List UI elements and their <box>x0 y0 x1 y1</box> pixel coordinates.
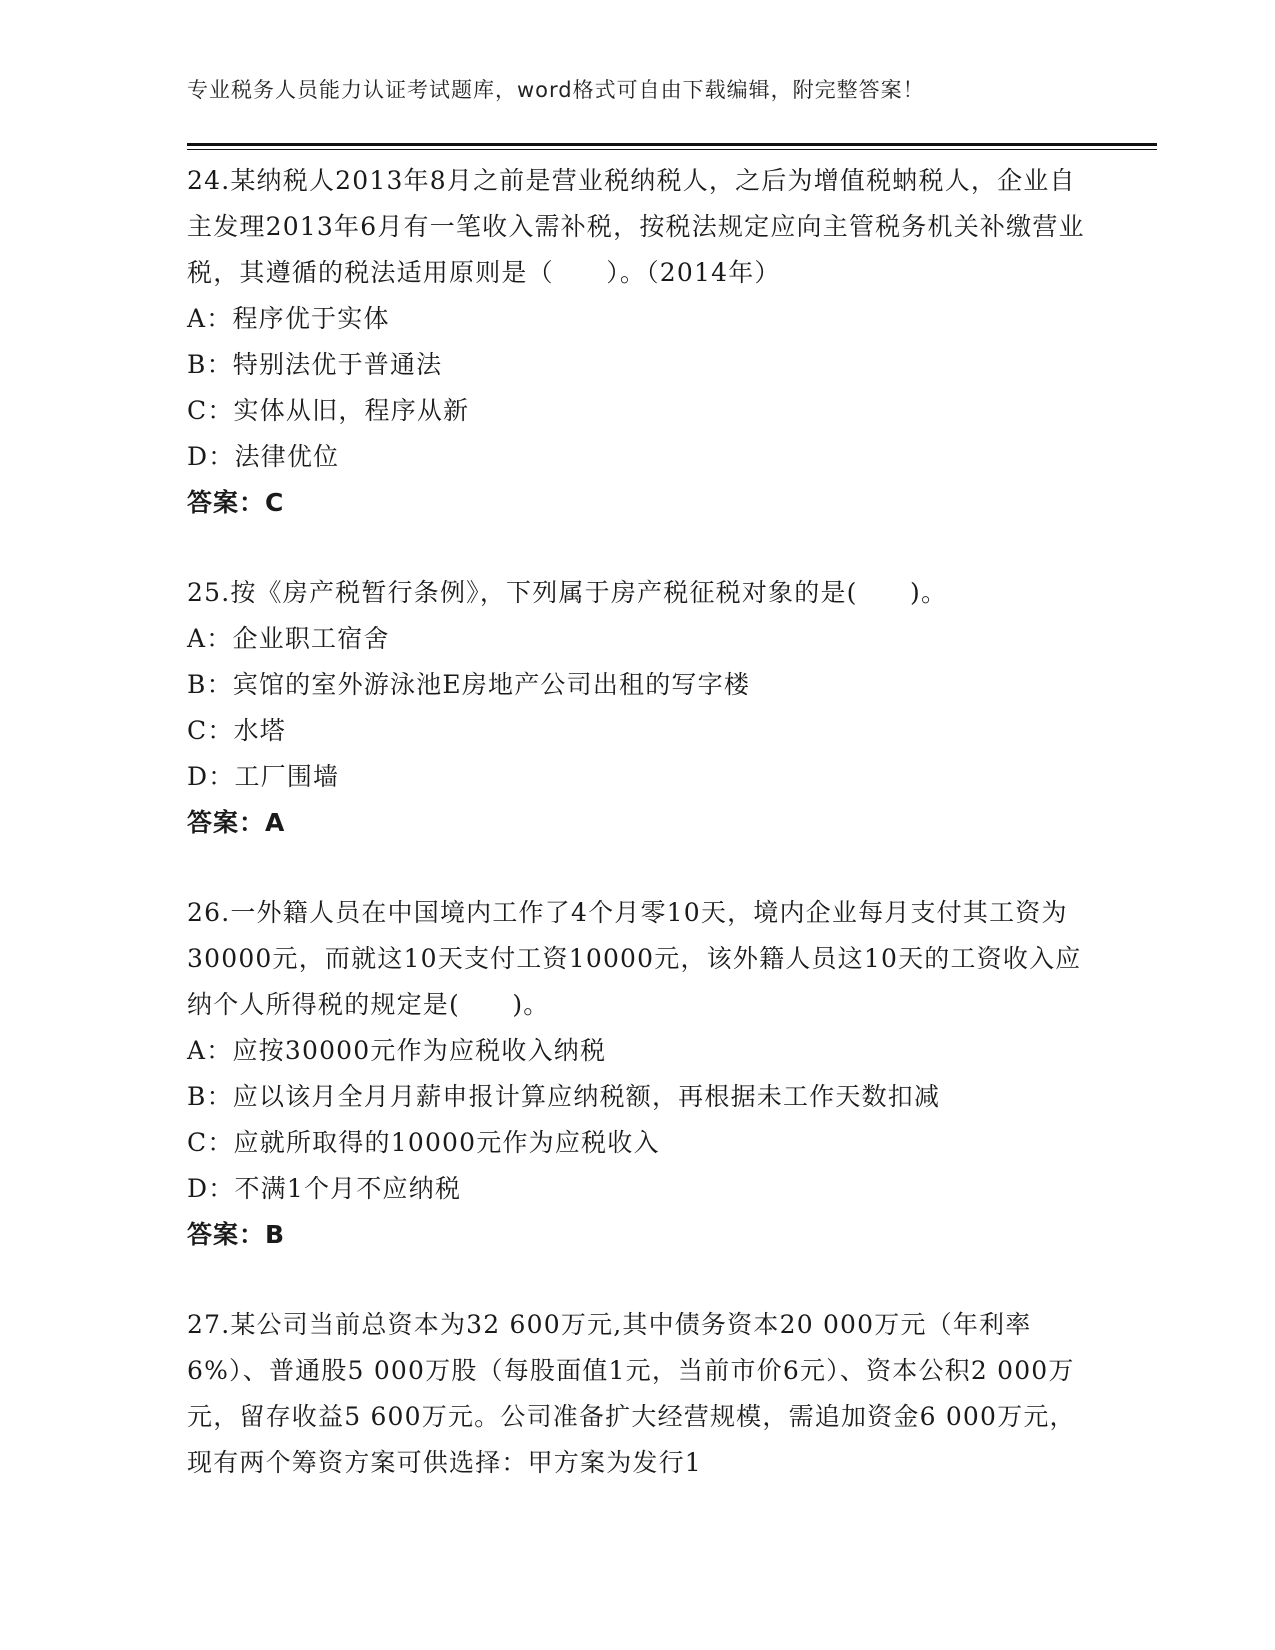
option-a: A：应按30000元作为应税收入纳税 <box>187 1036 607 1065</box>
option-b: B：宾馆的室外游泳池E房地产公司出租的写字楼 <box>187 670 751 699</box>
answer: 答案：A <box>187 808 286 837</box>
question-25 <box>187 570 1092 846</box>
option-a: A：程序优于实体 <box>187 304 390 333</box>
header-divider-thick <box>187 143 1157 146</box>
option-c: C：应就所取得的10000元作为应税收入 <box>187 1128 660 1157</box>
question-27 <box>187 1302 1092 1486</box>
option-b: B：特别法优于普通法 <box>187 350 443 379</box>
option-d: D：工厂围墙 <box>187 762 340 791</box>
question-stem: 27.某公司当前总资本为32 600万元,其中债务资本20 000万元（年利率6%）、普通股5 000万股（每股面值1元，当前市价6元）、资本公积2 000万元，留存收益5 600万元。公司准备扩大经营规模，需追加资金6 000万元，现有两个筹资方案可供选择：甲方案为发行1 <box>187 1310 1076 1477</box>
option-d: D：不满1个月不应纳税 <box>187 1174 462 1203</box>
question-26 <box>187 890 1092 1258</box>
option-c: C：实体从旧，程序从新 <box>187 396 470 425</box>
question-stem: 25.按《房产税暂行条例》，下列属于房产税征税对象的是( )。 <box>187 578 948 607</box>
answer: 答案：B <box>187 1220 286 1249</box>
page-header: 专业税务人员能力认证考试题库，word格式可自由下载编辑，附完整答案！ <box>187 78 925 102</box>
question-stem: 26.一外籍人员在中国境内工作了4个月零10天，境内企业每月支付其工资为30000元，而就这10天支付工资10000元，该外籍人员这10天的工资收入应纳个人所得税的规定是( )。 <box>187 898 1082 1019</box>
option-d: D：法律优位 <box>187 442 340 471</box>
answer: 答案：C <box>187 488 285 517</box>
option-b: B：应以该月全月月薪申报计算应纳税额，再根据未工作天数扣减 <box>187 1082 941 1111</box>
question-24 <box>187 158 1092 526</box>
question-stem: 24.某纳税人2013年8月之前是营业税纳税人，之后为增值税蚋税人，企业自主发理2013年6月有一笔收入需补税，按税法规定应向主管税务机关补缴营业税，其遵循的税法适用原则是（ ）。（2014年） <box>187 166 1085 287</box>
question-list <box>187 158 1092 1530</box>
header-divider-thin <box>187 149 1157 150</box>
option-a: A：企业职工宿舍 <box>187 624 390 653</box>
option-c: C：水塔 <box>187 716 286 745</box>
